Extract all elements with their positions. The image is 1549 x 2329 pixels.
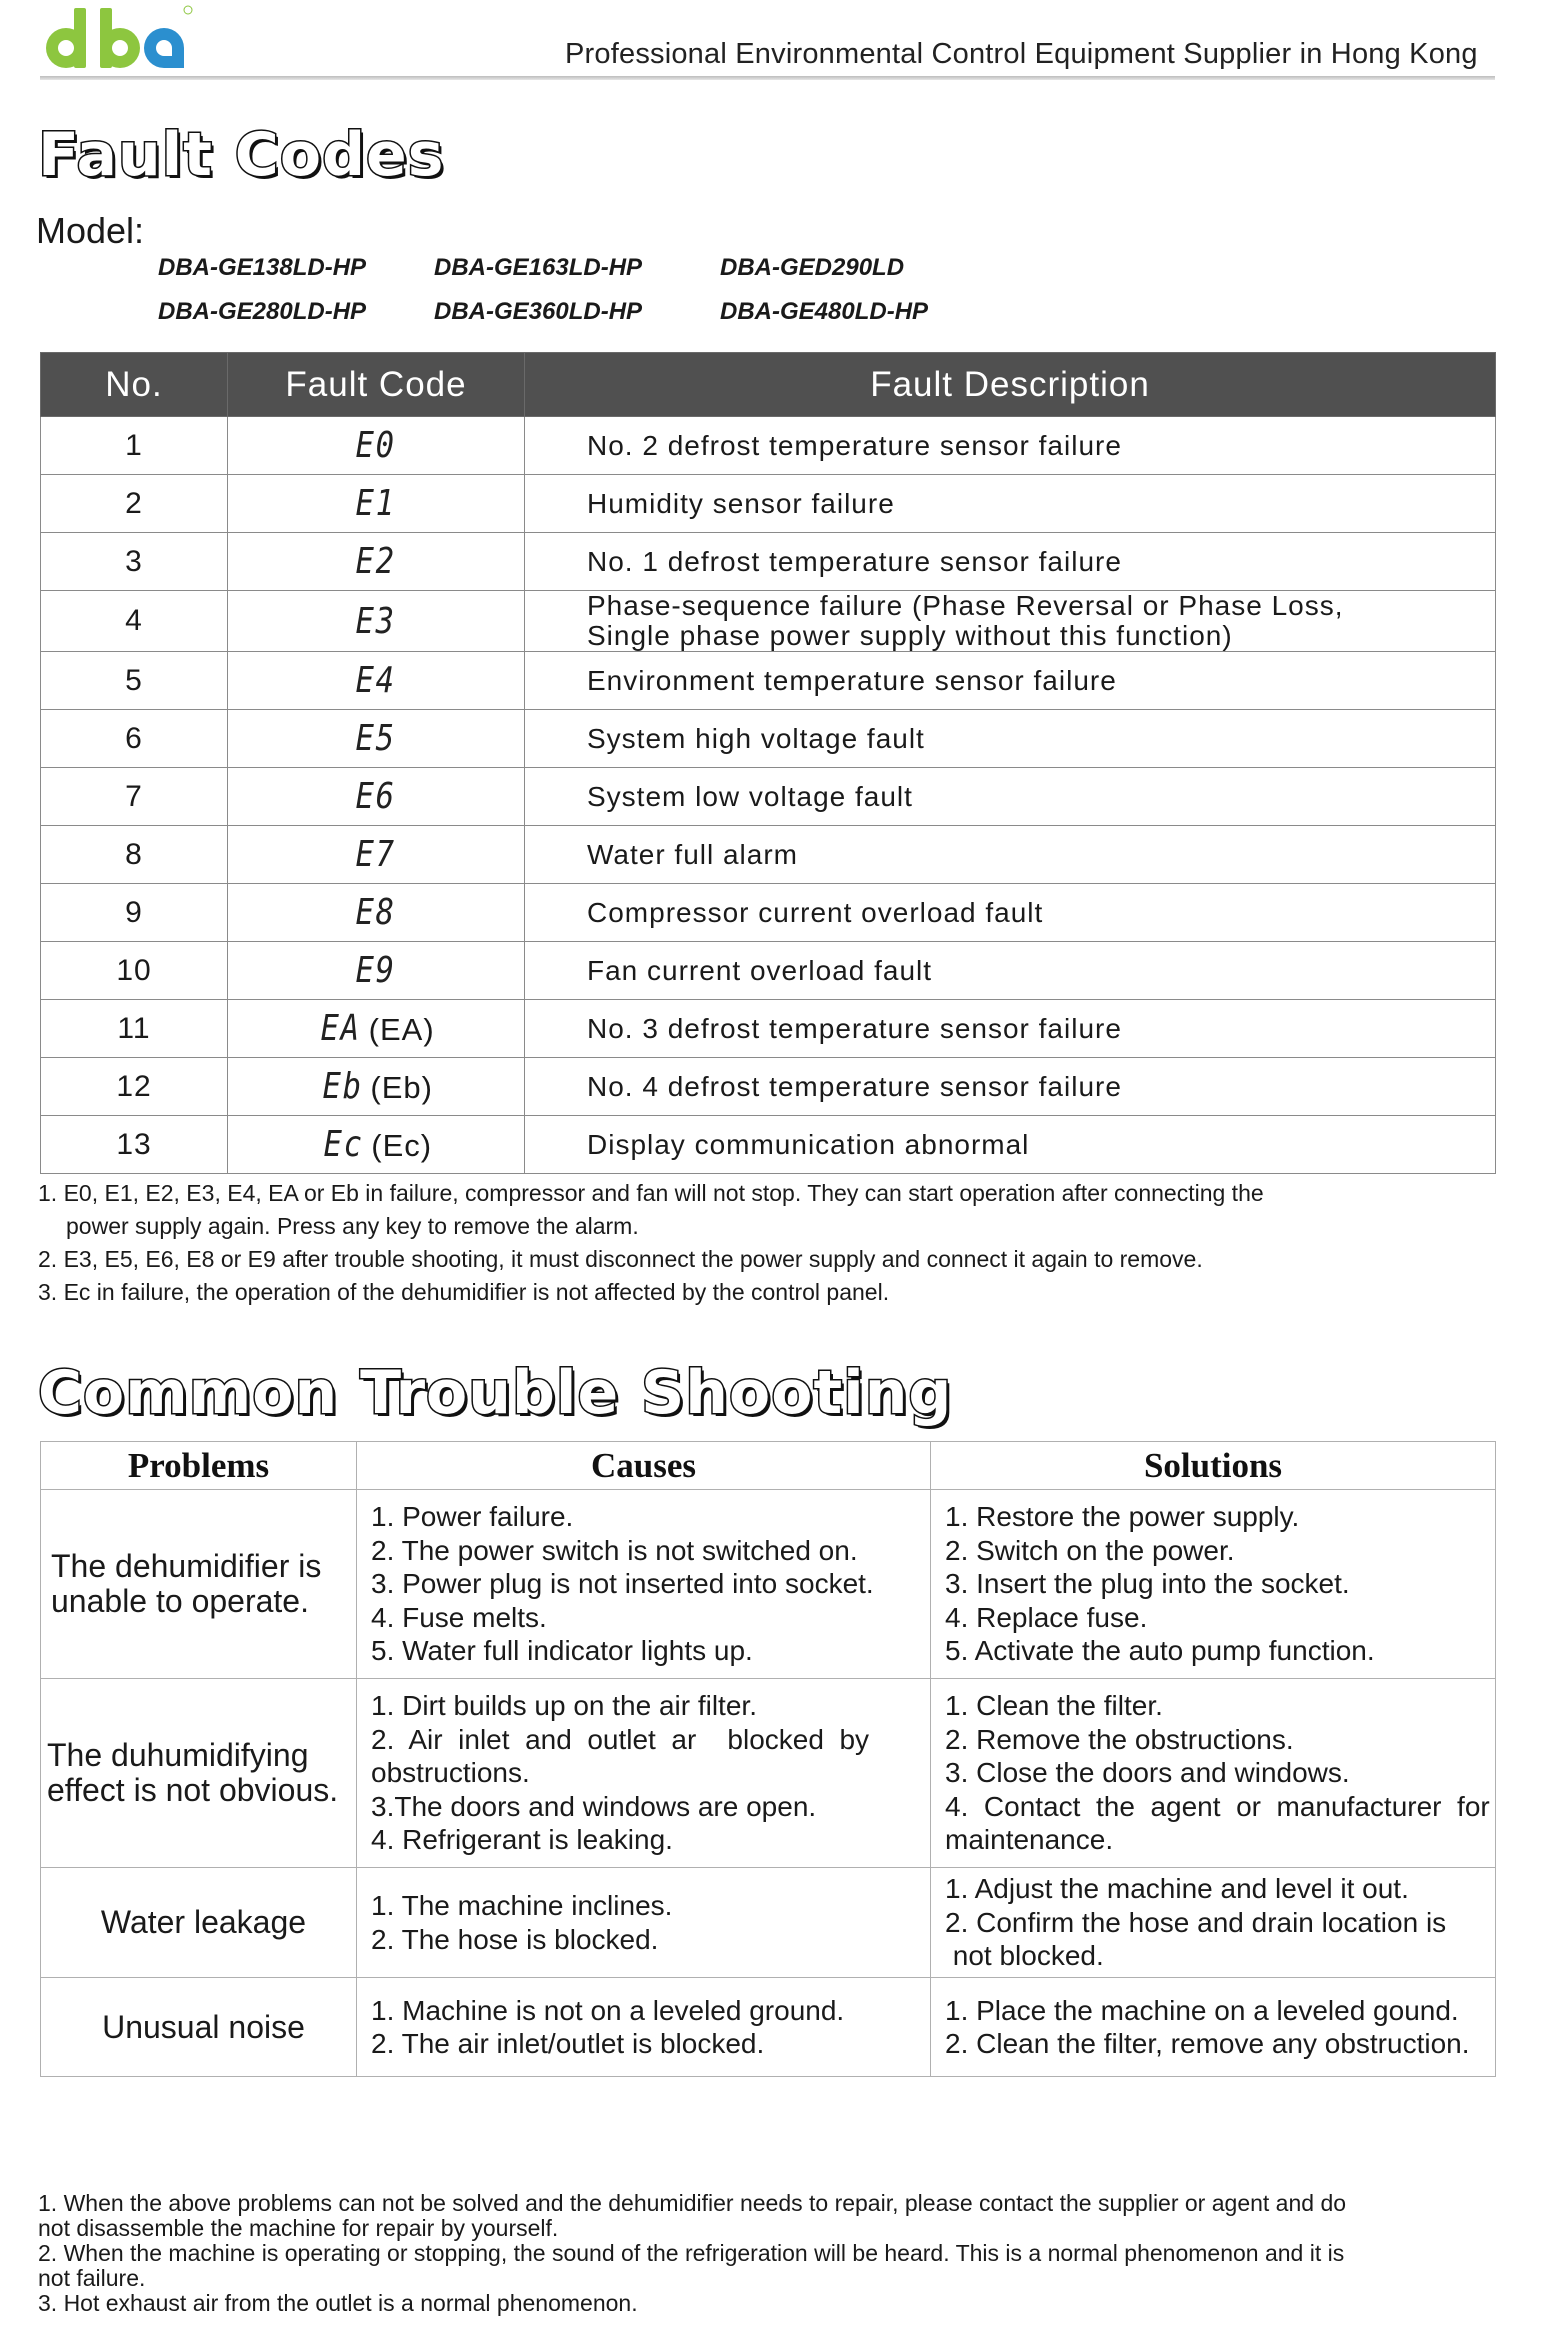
problem-line: effect is not obvious. [47,1772,339,1808]
fault-description: Environment temperature sensor failure [525,652,1496,710]
solution-line: 1. Clean the filter. [945,1690,1163,1722]
note-line: 1. E0, E1, E2, E3, E4, EA or Eb in failure, compressor and fan will not stop. They can start operation after connecting the [38,1180,1264,1206]
solution-line: 2. Confirm the hose and drain location is [945,1906,1447,1938]
fault-code [228,417,525,475]
fault-description: Display communication abnormal [525,1116,1496,1174]
fault-code-display: E3 [355,600,397,642]
solutions-cell [931,1978,1496,2077]
fault-code [228,826,525,884]
row-number: 10 [41,942,228,1000]
table-header-row [41,1442,1496,1490]
causes-cell [357,1490,931,1679]
fault-code [228,884,525,942]
fault-code [228,533,525,591]
model-item: DBA-GE360LD-HP [434,298,643,325]
cause-line: 1. Machine is not on a leveled ground. [371,1994,845,2026]
cause-line: 2. The hose is blocked. [371,1923,659,1955]
table-row [41,1868,1496,1978]
note-line: not failure. [38,2265,146,2291]
solution-line: 2. Switch on the power. [945,1534,1235,1566]
problem-cell [41,1679,357,1868]
row-number: 9 [41,884,228,942]
column-header-causes: Causes [357,1442,931,1490]
table-row [41,1058,1496,1116]
cause-line: 1. Dirt builds up on the air filter. [371,1690,757,1722]
problem-line: Unusual noise [102,2008,305,2045]
cause-line: 3.The doors and windows are open. [371,1790,817,1822]
fault-code-display: Eb [322,1066,363,1107]
note-line: 2. E3, E5, E6, E8 or E9 after trouble shooting, it must disconnect the power supply and connect it again to remove. [38,1246,1203,1272]
problem-line: The duhumidifying [47,1737,309,1773]
table-row [41,1116,1496,1174]
problem-cell [41,1868,357,1978]
fault-code-display: Ec [323,1124,364,1165]
solutions-cell [931,1868,1496,1978]
solution-line: 2. Remove the obstructions. [945,1723,1294,1755]
solution-line: 4. Replace fuse. [945,1601,1148,1633]
note-line: 1. When the above problems can not be solved and the dehumidifier needs to repair, please contact the supplier or agent and do [38,2190,1347,2216]
solution-line: 1. Restore the power supply. [945,1501,1300,1533]
cause-line: 2. The power switch is not switched on. [371,1534,858,1566]
problem-cell [41,1490,357,1679]
row-number: 2 [41,475,228,533]
solution-line: 3. Insert the plug into the socket. [945,1568,1350,1600]
causes-cell [357,1679,931,1868]
fault-code [228,1058,525,1116]
fault-code [228,1116,525,1174]
cause-line: 4. Refrigerant is leaking. [371,1824,673,1856]
fault-code [228,1000,525,1058]
row-number: 7 [41,768,228,826]
row-number: 8 [41,826,228,884]
table-row [41,768,1496,826]
cause-line: 1. Power failure. [371,1501,574,1533]
cause-line: obstructions. [371,1757,530,1789]
table-row [41,591,1496,652]
table-row [41,826,1496,884]
row-number: 1 [41,417,228,475]
column-header-solutions: Solutions [931,1442,1496,1490]
cause-line: 4. Fuse melts. [371,1601,547,1633]
model-item: DBA-GED290LD [720,254,905,281]
cause-line: 1. The machine inclines. [371,1890,673,1921]
trouble-shooting-table [40,1441,1496,2077]
note-line: 2. When the machine is operating or stopping, the sound of the refrigeration will be heard. This is a normal phenomenon and it is [38,2240,1345,2266]
note-line: power supply again. Press any key to remove the alarm. [66,1213,639,1239]
fault-description-line: Phase-sequence failure (Phase Reversal or Phase Loss, [587,590,1344,621]
model-item: DBA-GE480LD-HP [720,298,929,325]
fault-codes-table [40,352,1496,1174]
row-number: 5 [41,652,228,710]
model-item: DBA-GE163LD-HP [434,254,643,281]
table-row [41,417,1496,475]
trouble-notes [38,2191,1498,2316]
fault-notes [38,1177,1498,1309]
fault-code-display: E2 [355,541,397,582]
fault-description: No. 3 defrost temperature sensor failure [525,1000,1496,1058]
dba-logo [40,2,200,74]
cause-line: 2. Air inlet and outlet ar blocked by [371,1723,870,1755]
solution-line: 3. Close the doors and windows. [945,1757,1350,1789]
fault-description: Humidity sensor failure [525,475,1496,533]
problem-line: The dehumidifier is [51,1548,322,1584]
row-number: 6 [41,710,228,768]
fault-code [228,652,525,710]
solution-line: 1. Adjust the machine and level it out. [945,1873,1409,1905]
fault-code-display: E5 [355,718,397,759]
row-number: 11 [41,1000,228,1058]
fault-description: No. 2 defrost temperature sensor failure [525,417,1496,475]
column-header-fault-description: Fault Description [525,353,1496,417]
solution-line: maintenance. [945,1824,1114,1856]
fault-code-display: E6 [355,776,397,817]
causes-cell [357,1978,931,2077]
table-row [41,1490,1496,1679]
fault-description: Compressor current overload fault [525,884,1496,942]
fault-code-display: E4 [355,660,397,701]
column-header-fault-code: Fault Code [228,353,525,417]
table-row [41,710,1496,768]
cause-line: 2. The air inlet/outlet is blocked. [371,2028,765,2059]
solutions-cell [931,1679,1496,1868]
table-row [41,1978,1496,2077]
fault-code-display: E8 [355,892,397,933]
problem-line: unable to operate. [51,1583,309,1619]
fault-description: No. 4 defrost temperature sensor failure [525,1058,1496,1116]
table-row [41,942,1496,1000]
solution-line: not blocked. [945,1940,1104,1972]
row-number: 3 [41,533,228,591]
table-row [41,652,1496,710]
fault-code [228,942,525,1000]
row-number: 4 [41,591,228,652]
solution-line: 4. Contact the agent or manufacturer for [945,1790,1490,1822]
fault-code [228,710,525,768]
model-label: Model: [36,210,145,251]
problem-cell [41,1978,357,2077]
solution-line: 1. Place the machine on a leveled gound. [945,1994,1459,2026]
row-number: 13 [41,1116,228,1174]
fault-code-display: E1 [355,483,397,524]
solution-line: 5. Activate the auto pump function. [945,1635,1375,1667]
fault-code-text: (Ec) [371,1128,433,1163]
fault-code [228,768,525,826]
trouble-shooting-title: Common Trouble Shooting [38,1358,953,1428]
fault-code [228,475,525,533]
solution-line: 2. Clean the filter, remove any obstruction. [945,2028,1470,2059]
table-row [41,1679,1496,1868]
fault-code-text: (Eb) [370,1070,433,1105]
fault-description: Fan current overload fault [525,942,1496,1000]
table-row [41,884,1496,942]
problem-line: Water leakage [100,1904,307,1940]
fault-code-display: EA [320,1008,362,1049]
note-line: not disassemble the machine for repair by yourself. [38,2215,559,2241]
table-row [41,533,1496,591]
fault-description: Water full alarm [525,826,1496,884]
solutions-cell [931,1490,1496,1679]
table-row [41,475,1496,533]
table-row [41,1000,1496,1058]
fault-code-text: (EA) [368,1012,435,1047]
column-header-no: No. [41,353,228,417]
causes-cell [357,1868,931,1978]
fault-codes-title: Fault Codes [38,120,445,190]
fault-description [525,591,1496,652]
header-divider [40,76,1495,80]
fault-code-display: E0 [355,425,397,466]
cause-line: 5. Water full indicator lights up. [371,1635,753,1667]
fault-description: System high voltage fault [525,710,1496,768]
tagline: Professional Environmental Control Equipment Supplier in Hong Kong [565,38,1478,70]
fault-code-display: E9 [355,950,397,991]
row-number: 12 [41,1058,228,1116]
fault-description-line: Single phase power supply without this function) [587,620,1233,651]
fault-code [228,591,525,652]
model-item: DBA-GE280LD-HP [158,298,367,325]
fault-description: No. 1 defrost temperature sensor failure [525,533,1496,591]
table-header-row [41,353,1496,417]
note-line: 3. Ec in failure, the operation of the dehumidifier is not affected by the control panel. [38,1279,890,1305]
column-header-problems: Problems [41,1442,357,1490]
fault-description: System low voltage fault [525,768,1496,826]
model-item: DBA-GE138LD-HP [158,254,367,281]
fault-code-display: E7 [355,834,397,875]
note-line: 3. Hot exhaust air from the outlet is a normal phenomenon. [38,2290,638,2316]
cause-line: 3. Power plug is not inserted into socket. [371,1568,874,1600]
